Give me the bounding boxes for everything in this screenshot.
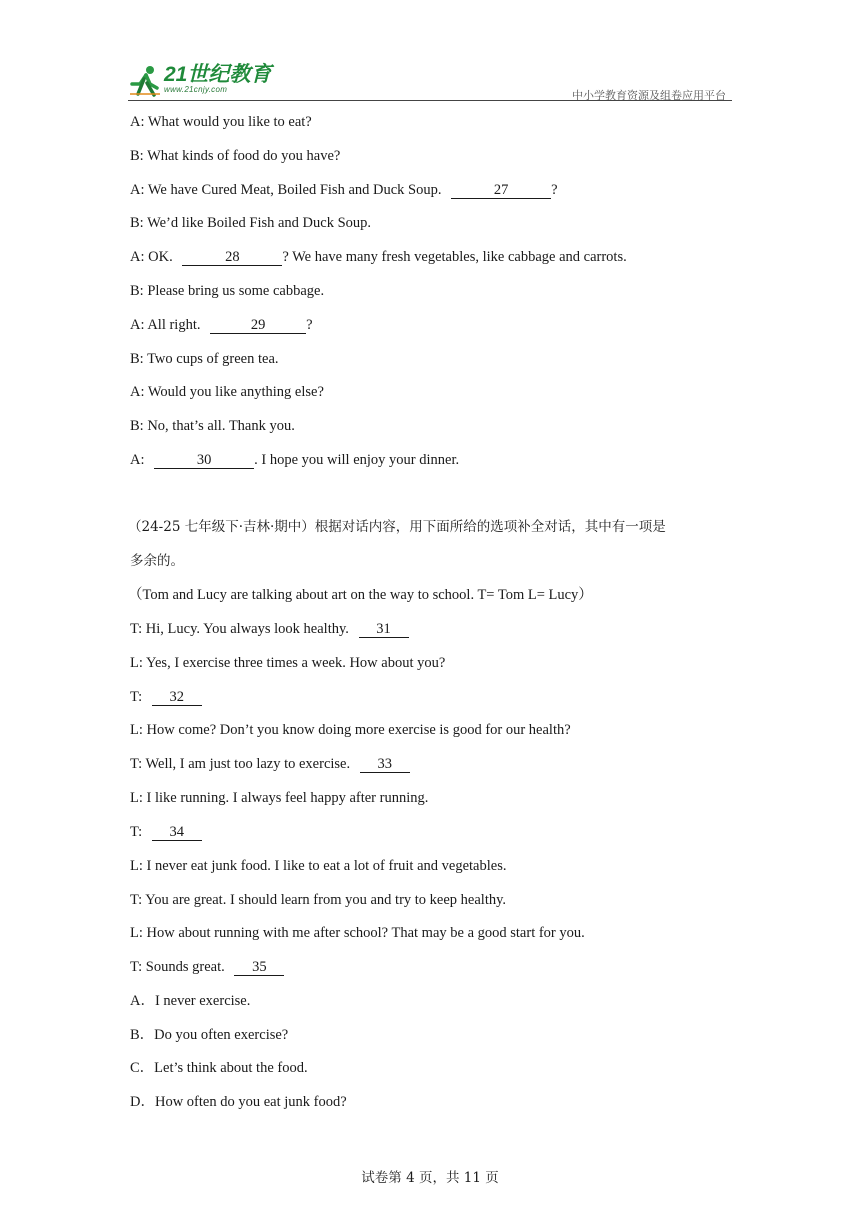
header-divider — [128, 100, 732, 101]
dialogue-line: B: Two cups of green tea. — [130, 351, 279, 367]
dialogue-line: L: I like running. I always feel happy after running. — [130, 790, 429, 806]
dialogue-line: B: Please bring us some cabbage. — [130, 283, 325, 299]
dialogue-line: B: No, that’s all. Thank you. — [130, 418, 295, 434]
page-header — [128, 62, 732, 104]
dialogue-context: （Tom and Lucy are talking about art on the way to school. T= Tom L= Lucy） — [128, 587, 593, 603]
dialogue-line — [130, 823, 202, 841]
line-text: T: — [130, 689, 143, 705]
dialogue-line — [130, 755, 410, 773]
platform-name: 中小学教育资源及组卷应用平台 — [572, 89, 726, 102]
line-text: A: We have Cured Meat, Boiled Fish and Duck Soup. — [130, 182, 442, 198]
dialogue-line — [130, 620, 409, 638]
logo-url: www.21cnjy.com — [164, 85, 228, 94]
blank-35[interactable]: 35 — [234, 959, 284, 976]
option-a: A．I never exercise. — [130, 993, 251, 1009]
dialogue-line — [130, 688, 202, 706]
line-text: ? — [551, 182, 558, 198]
option-c: C．Let’s think about the food. — [130, 1060, 308, 1076]
dialogue-line: L: I never eat junk food. I like to eat a lot of fruit and vegetables. — [130, 858, 507, 874]
line-text: A: OK. — [130, 249, 173, 265]
blank-31[interactable]: 31 — [359, 621, 409, 638]
section-instruction-cont: 多余的。 — [130, 553, 184, 569]
dialogue-line — [130, 316, 313, 334]
dialogue-line — [130, 958, 284, 976]
option-b: B．Do you often exercise? — [130, 1027, 289, 1043]
dialogue-line: L: Yes, I exercise three times a week. How about you? — [130, 655, 446, 671]
line-text: A: — [130, 452, 145, 468]
blank-28[interactable]: 28 — [182, 249, 282, 266]
line-text: T: — [130, 824, 143, 840]
blank-27[interactable]: 27 — [451, 182, 551, 199]
dialogue-line — [130, 248, 627, 266]
dialogue-line — [130, 451, 459, 469]
blank-29[interactable]: 29 — [210, 317, 306, 334]
dialogue-line: A: Would you like anything else? — [130, 384, 324, 400]
dialogue-line: L: How about running with me after school? That may be a good start for you. — [130, 925, 585, 941]
dialogue-line: A: What would you like to eat? — [130, 114, 312, 130]
line-text: T: Hi, Lucy. You always look healthy. — [130, 621, 349, 637]
option-d: D．How often do you eat junk food? — [130, 1094, 347, 1110]
line-text: T: Sounds great. — [130, 959, 225, 975]
dialogue-line: B: What kinds of food do you have? — [130, 148, 341, 164]
logo — [128, 64, 271, 98]
logo-wordmark: 21世纪教育 — [164, 63, 272, 86]
line-text: A: All right. — [130, 317, 201, 333]
dialogue-line — [130, 181, 558, 199]
line-text: . I hope you will enjoy your dinner. — [254, 452, 460, 468]
dialogue-line: B: We’d like Boiled Fish and Duck Soup. — [130, 215, 372, 231]
dialogue-line: L: How come? Don’t you know doing more exercise is good for our health? — [130, 722, 571, 738]
line-text: T: Well, I am just too lazy to exercise. — [130, 756, 351, 772]
blank-34[interactable]: 34 — [152, 824, 202, 841]
blank-33[interactable]: 33 — [360, 756, 410, 773]
page-footer: 试卷第 4 页，共 11 页 — [361, 1170, 499, 1186]
dialogue-line: T: You are great. I should learn from you and try to keep healthy. — [130, 892, 507, 908]
line-text: ? — [306, 317, 313, 333]
runner-logo-icon — [128, 64, 162, 98]
blank-32[interactable]: 32 — [152, 689, 202, 706]
blank-30[interactable]: 30 — [154, 452, 254, 469]
line-text: ? We have many fresh vegetables, like cabbage and carrots. — [282, 249, 627, 265]
section-instruction: （24-25 七年级下·吉林·期中）根据对话内容，用下面所给的选项补全对话，其中有一项是 — [128, 519, 666, 535]
